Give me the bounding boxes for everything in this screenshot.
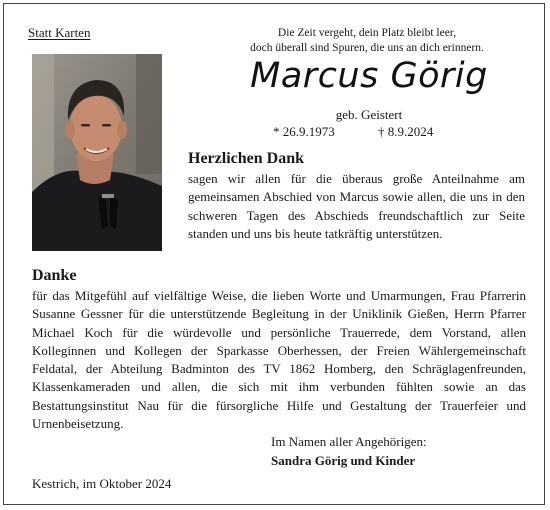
signature-intro: Im Namen aller Angehörigen: [271, 434, 427, 449]
deceased-name: Marcus Görig [250, 56, 488, 96]
obituary-card [3, 3, 545, 505]
portrait-photo [32, 54, 162, 251]
death-date: † 8.9.2024 [378, 124, 434, 139]
danke-paragraph: für das Mitgefühl auf vielfältige Weise, die lieben Worte und Umarmungen, Frau Pfarrerin Susanne Gessner für die unterstützende Begleitung in der Uniklinik Gießen, Herrn Pfarrer Michael Koch für die würdevolle und persönliche Trauerrede, dem Vorstand, allen Kolleginnen und Kollegen der Sparkasse Oberhessen, der Freien Wählergemeinschaft Feldatal, der Abteilung Badminton des TV 1862 Homberg, den Schräglagenfreunden, Klassenkameraden und allen, die sich mit ihm verbunden fühlten sowie an das Bestattungsinstitut Nau für die fürsorgliche Hilfe und Gestaltung der Trauerfeier und Urnenbeisetzung. [32, 288, 526, 432]
maiden-name: geb. Geistert [335, 107, 403, 122]
quote-line-2: doch überall sind Spuren, die uns an dich erinnern. [250, 42, 484, 54]
thanks-heading: Herzlichen Dank [188, 150, 304, 167]
quote-line-1: Die Zeit vergeht, dein Platz bleibt leer, [277, 27, 457, 39]
thanks-paragraph: sagen wir allen für die überaus große Anteilnahme am gemeinsamen Abschied von Marcus sowie allen, die uns in den schweren Tagen des Abschieds freundschaftlich zur Seite standen und uns bis heute tatkräftig unterstützen. [188, 171, 525, 241]
danke-heading: Danke [32, 267, 77, 284]
statt-karten-label: Statt Karten [28, 25, 91, 40]
signature-names: Sandra Görig und Kinder [271, 453, 416, 468]
birth-date: * 26.9.1973 [273, 124, 335, 139]
place-and-date: Kestrich, im Oktober 2024 [32, 476, 172, 491]
memorial-quote [202, 26, 532, 56]
